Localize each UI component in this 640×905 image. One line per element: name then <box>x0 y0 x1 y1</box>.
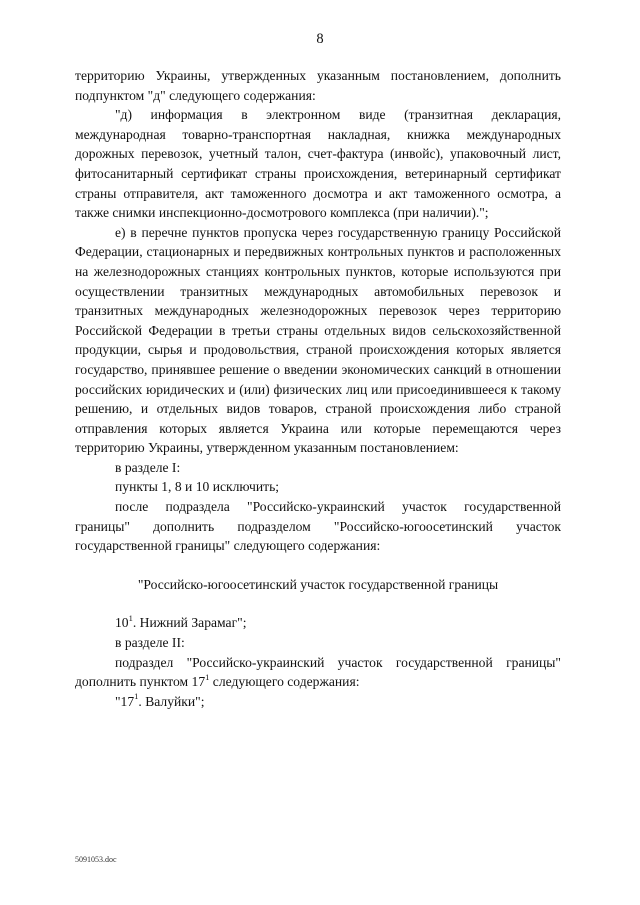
subsection-heading: "Российско-югоосетинский участок государственной границы <box>137 576 499 592</box>
item-superscript: 1 <box>128 612 133 623</box>
paragraph-10-text-b: . Валуйки"; <box>138 693 205 709</box>
paragraph-10-text-a: "17 <box>115 693 135 709</box>
paragraph-9 <box>75 653 561 692</box>
page-number: 8 <box>316 31 324 47</box>
document-body <box>75 66 561 711</box>
paragraph-5: пункты 1, 8 и 10 исключить; <box>115 479 280 495</box>
item-text: . Нижний Зарамаг"; <box>132 615 247 631</box>
paragraph-10-superscript: 1 <box>134 691 139 702</box>
paragraph-1: территорию Украины, утвержденных указанным постановлением, дополнить подпунктом "д" следующего содержания: <box>75 68 561 103</box>
paragraph-7 <box>75 613 561 633</box>
item-number: 10 <box>115 615 129 631</box>
paragraph-2: "д) информация в электронном виде (транзитная декларация, международная товарно-транспортная накладная, книжка международных дорожных перевозок, учетный талон, счет-фактура (инвойс), упаковочный лист, фитосанитарный сертификат страны происхождения, ветеринарный сертификат страны отправителя, акт таможенного досмотра и акт таможенного осмотра, а также снимки инспекционно-досмотрового комплекса (при наличии)."; <box>75 107 561 221</box>
paragraph-10 <box>75 692 561 712</box>
paragraph-9-text-a: подраздел "Российско-украинский участок государственной границы" дополнить пунктом 17 <box>75 654 561 690</box>
paragraph-8: в разделе II: <box>115 635 185 651</box>
paragraph-4: в разделе I: <box>115 459 181 475</box>
file-name-footer: 5091053.doc <box>75 855 117 864</box>
paragraph-9-superscript: 1 <box>205 671 210 682</box>
paragraph-3: е) в перечне пунктов пропуска через государственную границу Российской Федерации, стационарных и передвижных контрольных пунктов и расположенных на железнодорожных станциях контрольных пунктов, которые используются при осуществлении транзитных международных автомобильных перевозок и транзитных международных железнодорожных перевозок через территорию Российской Федерации в третьи страны отдельных видов сельскохозяйственной продукции, сырья и продовольствия, страной происхождения которых является государство, принявшее решение о введении экономических санкций в отношении российских юридических и (или) физических лиц или присоединившееся к такому решению, и отдельных видов товаров, страной происхождения либо страной отправления которых является Украина или которые перемещаются через территорию Украины, утвержденном указанным постановлением: <box>75 224 561 456</box>
paragraph-6: после подраздела "Российско-украинский участок государственной границы" дополнить подразделом "Российско-югоосетинский участок государственной границы" следующего содержания: <box>75 499 561 554</box>
paragraph-9-text-b: следующего содержания: <box>209 674 360 690</box>
